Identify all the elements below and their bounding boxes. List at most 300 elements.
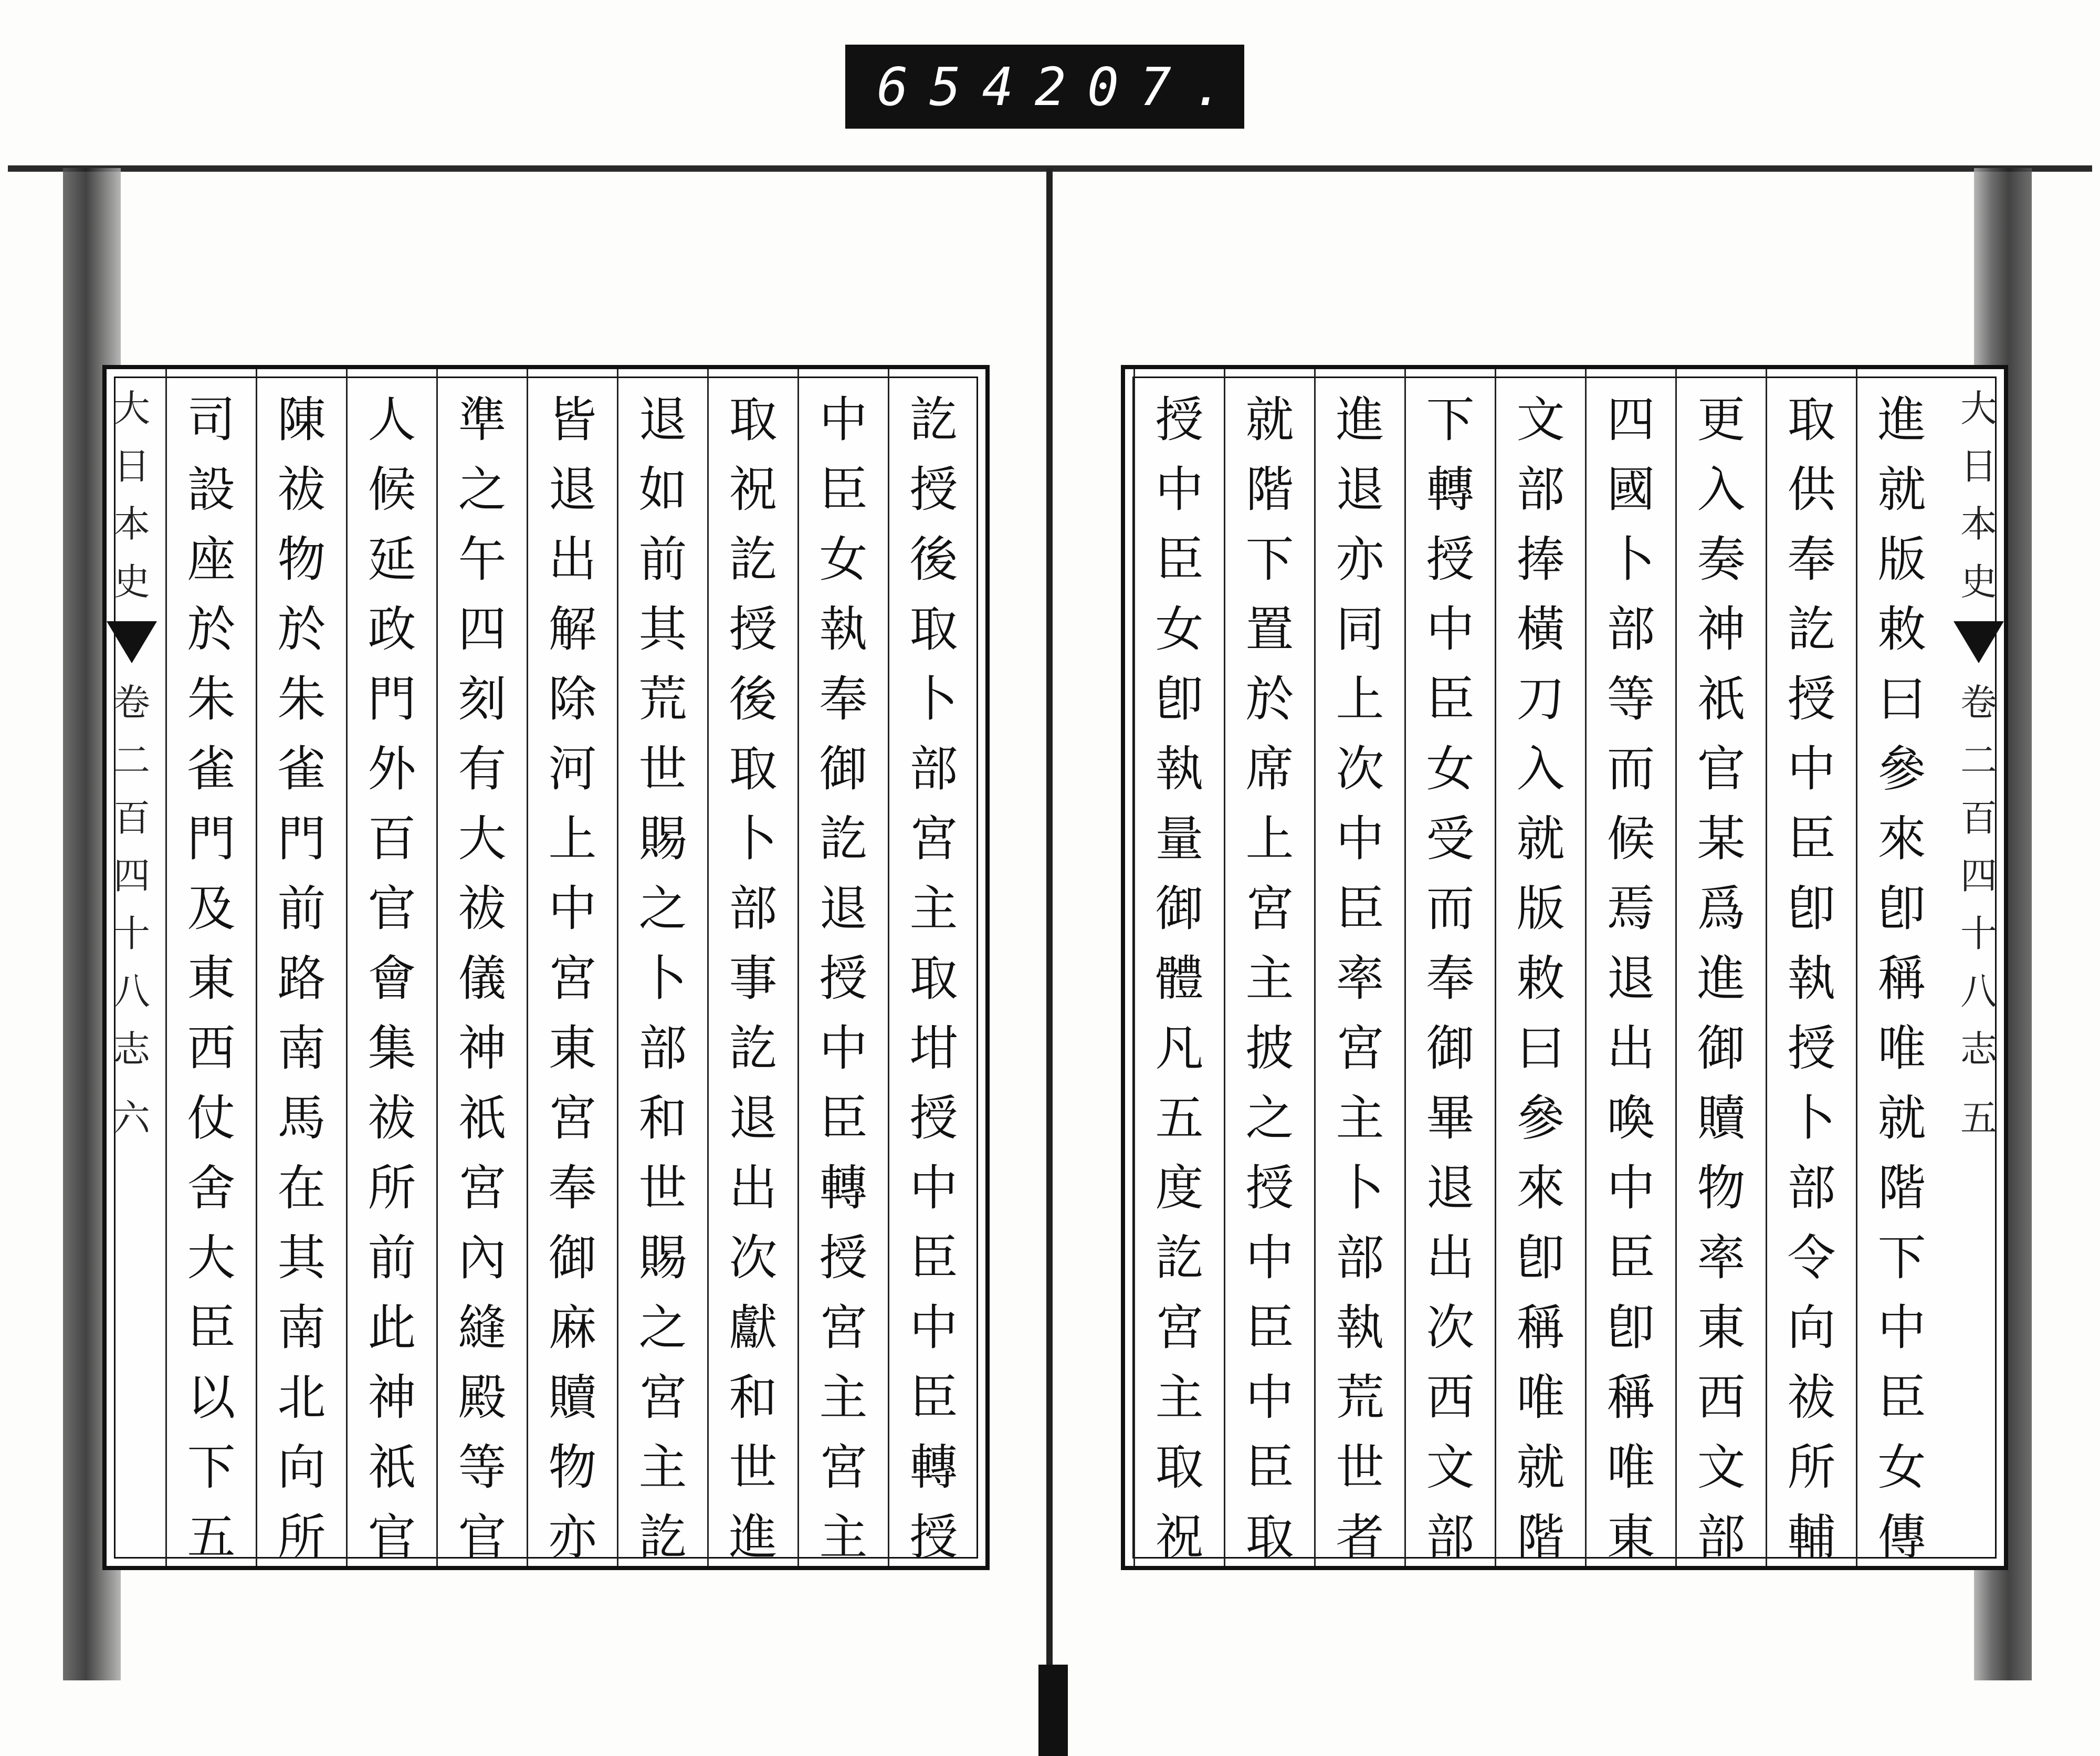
character: 宮 (819, 1300, 868, 1356)
character: 縫 (458, 1300, 507, 1356)
character: 馬 (277, 1090, 326, 1146)
character: 稱 (1516, 1300, 1565, 1356)
character: 祝 (729, 462, 778, 518)
character: 授 (729, 601, 778, 657)
character: 臣 (187, 1300, 236, 1356)
character: 東 (1606, 1509, 1655, 1565)
character: 前 (277, 881, 326, 937)
character: 神 (1697, 601, 1746, 657)
character: 卽 (1155, 671, 1204, 727)
margin-character: 卷 (113, 681, 150, 724)
margin-character: 本 (113, 503, 150, 546)
character: 受 (1426, 811, 1475, 867)
character: 曰 (1516, 1020, 1565, 1076)
character: 更 (1697, 392, 1746, 448)
character: 取 (1787, 392, 1836, 448)
left-page-text-column (707, 369, 797, 1566)
left-page-text-column (256, 369, 346, 1566)
character: 於 (277, 601, 326, 657)
character: 向 (1787, 1300, 1836, 1356)
character: 午 (458, 531, 507, 588)
character: 西 (1426, 1370, 1475, 1426)
character: 文 (1516, 392, 1565, 448)
character: 出 (1606, 1020, 1655, 1076)
character: 者 (1336, 1509, 1384, 1565)
character: 置 (1245, 601, 1294, 657)
character: 轉 (1426, 462, 1475, 518)
margin-character: 本 (1960, 503, 1997, 546)
character: 於 (1245, 671, 1294, 727)
character: 輔 (1787, 1509, 1836, 1565)
character: 殿 (458, 1370, 507, 1426)
character: 座 (187, 531, 236, 588)
character: 臣 (1336, 881, 1384, 937)
character: 焉 (1606, 881, 1655, 937)
character: 執 (819, 601, 868, 657)
character: 授 (909, 1509, 958, 1565)
character: 宮 (458, 1160, 507, 1216)
character: 執 (1787, 950, 1836, 1007)
character: 出 (729, 1160, 778, 1216)
character: 臣 (1787, 811, 1836, 867)
character: 卜 (1606, 531, 1655, 588)
character: 階 (1245, 462, 1294, 518)
character: 物 (277, 531, 326, 588)
character: 取 (909, 601, 958, 657)
character: 之 (1245, 1090, 1294, 1146)
character: 某 (1697, 811, 1746, 867)
character: 度 (1155, 1160, 1204, 1216)
character: 南 (277, 1020, 326, 1076)
character: 轉 (909, 1439, 958, 1496)
character: 門 (187, 811, 236, 867)
left-folio-number: 六 (113, 1096, 150, 1140)
character: 有 (458, 741, 507, 797)
character: 國 (1606, 462, 1655, 518)
archive-number-label (845, 45, 1244, 129)
character: 執 (1336, 1300, 1384, 1356)
character: 獻 (729, 1300, 778, 1356)
character: 退 (729, 1090, 778, 1146)
character: 奉 (548, 1160, 597, 1216)
character: 進 (1336, 392, 1384, 448)
character: 傳 (1877, 1509, 1926, 1565)
character: 宮 (1155, 1300, 1204, 1356)
character: 宮 (1336, 1020, 1384, 1076)
character: 卜 (1787, 1090, 1836, 1146)
character: 取 (729, 392, 778, 448)
character: 五 (187, 1509, 236, 1565)
book-spine (1046, 168, 1053, 1670)
character: 臣 (1155, 531, 1204, 588)
character: 奉 (1787, 531, 1836, 588)
character: 祇 (458, 1090, 507, 1146)
character: 退 (548, 462, 597, 518)
margin-character: 史 (113, 560, 150, 603)
character: 所 (368, 1160, 416, 1216)
character: 臣 (1245, 1300, 1294, 1356)
character: 授 (1155, 392, 1204, 448)
character: 部 (729, 881, 778, 937)
character: 退 (1606, 950, 1655, 1007)
character: 奉 (1426, 950, 1475, 1007)
character: 卜 (1336, 1160, 1384, 1216)
character: 取 (729, 741, 778, 797)
character: 前 (368, 1230, 416, 1286)
character: 其 (277, 1230, 326, 1286)
margin-character: 志 (113, 1028, 150, 1071)
character: 後 (909, 531, 958, 588)
character: 中 (1606, 1160, 1655, 1216)
right-page-text-column (1404, 369, 1495, 1566)
character: 退 (1336, 462, 1384, 518)
character: 百 (368, 811, 416, 867)
character: 在 (277, 1160, 326, 1216)
character: 量 (1155, 811, 1204, 867)
character: 供 (1787, 462, 1836, 518)
character: 中 (1426, 601, 1475, 657)
character: 中 (1336, 811, 1384, 867)
character: 部 (1516, 462, 1565, 518)
character: 和 (729, 1370, 778, 1426)
character: 授 (909, 462, 958, 518)
margin-character: 史 (1960, 560, 1997, 603)
character: 門 (277, 811, 326, 867)
character: 次 (1336, 741, 1384, 797)
right-margin-section (1960, 1020, 1997, 1078)
character: 朱 (187, 671, 236, 727)
character: 刻 (458, 671, 507, 727)
character: 以 (187, 1370, 236, 1426)
character: 執 (1155, 741, 1204, 797)
character: 訖 (1155, 1230, 1204, 1286)
character: 官 (368, 881, 416, 937)
character: 之 (638, 1300, 687, 1356)
character: 麻 (548, 1300, 597, 1356)
character: 西 (187, 1020, 236, 1076)
character: 解 (548, 601, 597, 657)
character: 下 (187, 1439, 236, 1496)
character: 取 (1155, 1439, 1204, 1496)
character: 宮 (909, 811, 958, 867)
character: 唯 (1877, 1020, 1926, 1076)
character: 神 (368, 1370, 416, 1426)
character: 司 (187, 392, 236, 448)
character: 前 (638, 531, 687, 588)
character: 授 (909, 1090, 958, 1146)
character: 東 (187, 950, 236, 1007)
character: 卽 (1606, 1300, 1655, 1356)
character: 會 (368, 950, 416, 1007)
character: 四 (1606, 392, 1655, 448)
margin-character: 百 (113, 797, 150, 840)
character: 退 (819, 881, 868, 937)
character: 宮 (638, 1370, 687, 1426)
character: 部 (1606, 601, 1655, 657)
character: 女 (819, 531, 868, 588)
character: 此 (368, 1300, 416, 1356)
character: 率 (1697, 1230, 1746, 1286)
character: 取 (1245, 1509, 1294, 1565)
character: 主 (638, 1439, 687, 1496)
character: 陳 (277, 392, 326, 448)
character: 訖 (729, 531, 778, 588)
character: 亦 (1336, 531, 1384, 588)
character: 向 (277, 1439, 326, 1496)
character: 上 (1245, 811, 1294, 867)
character: 版 (1877, 531, 1926, 588)
character: 世 (638, 1160, 687, 1216)
character: 訖 (638, 1509, 687, 1565)
character: 宮 (548, 1090, 597, 1146)
character: 入 (1697, 462, 1746, 518)
character: 朱 (277, 671, 326, 727)
character: 河 (548, 741, 597, 797)
character: 曰 (1877, 671, 1926, 727)
character: 進 (1697, 950, 1746, 1007)
character: 就 (1877, 462, 1926, 518)
character: 大 (187, 1230, 236, 1286)
character: 部 (638, 1020, 687, 1076)
character: 和 (638, 1090, 687, 1146)
margin-character: 二 (1960, 739, 1997, 782)
character: 儀 (458, 950, 507, 1007)
character: 訖 (729, 1020, 778, 1076)
margin-character: 日 (1960, 445, 1997, 488)
character: 唯 (1516, 1370, 1565, 1426)
character: 除 (548, 671, 597, 727)
character: 下 (1426, 392, 1475, 448)
character: 版 (1516, 881, 1565, 937)
character: 宮 (548, 950, 597, 1007)
character: 階 (1516, 1509, 1565, 1565)
character: 令 (1787, 1230, 1836, 1286)
character: 物 (1697, 1160, 1746, 1216)
character: 中 (1155, 462, 1204, 518)
character: 主 (819, 1509, 868, 1565)
character: 四 (458, 601, 507, 657)
character: 事 (729, 950, 778, 1007)
character: 卜 (909, 671, 958, 727)
character: 後 (729, 671, 778, 727)
right-page-text-column (1314, 369, 1404, 1566)
character: 荒 (1336, 1370, 1384, 1426)
character: 卽 (1787, 881, 1836, 937)
character: 次 (729, 1230, 778, 1286)
margin-character: 大 (113, 387, 150, 430)
character: 祓 (368, 1090, 416, 1146)
character: 臣 (1877, 1370, 1926, 1426)
character: 中 (909, 1300, 958, 1356)
character: 而 (1426, 881, 1475, 937)
character: 席 (1245, 741, 1294, 797)
character: 主 (1245, 950, 1294, 1007)
character: 退 (1426, 1160, 1475, 1216)
character: 主 (1336, 1090, 1384, 1146)
character: 進 (1877, 392, 1926, 448)
character: 御 (548, 1230, 597, 1286)
character: 披 (1245, 1020, 1294, 1076)
left-page-text-column (617, 369, 707, 1566)
character: 路 (277, 950, 326, 1007)
character: 中 (1877, 1300, 1926, 1356)
character: 授 (1787, 671, 1836, 727)
right-page-text-column (1133, 369, 1224, 1566)
character: 卜 (729, 811, 778, 867)
left-page-text-column (436, 369, 527, 1566)
character: 部 (1426, 1509, 1475, 1565)
character: 退 (638, 392, 687, 448)
character: 贖 (548, 1370, 597, 1426)
margin-character: 百 (1960, 797, 1997, 840)
character: 出 (1426, 1230, 1475, 1286)
left-page-text-column (888, 369, 978, 1566)
character: 官 (1697, 741, 1746, 797)
right-page-text-column (1224, 369, 1314, 1566)
character: 女 (1155, 601, 1204, 657)
left-margin-title (113, 380, 150, 611)
margin-character: 四 (1960, 854, 1997, 897)
character: 等 (1606, 671, 1655, 727)
character: 上 (548, 811, 597, 867)
character: 所 (277, 1509, 326, 1565)
character: 世 (638, 741, 687, 797)
character: 御 (819, 741, 868, 797)
character: 舍 (187, 1160, 236, 1216)
character: 宮 (819, 1439, 868, 1496)
archive-number-left: 654 (877, 56, 1035, 118)
character: 同 (1336, 601, 1384, 657)
right-page-text-columns (1133, 369, 1946, 1566)
character: 出 (548, 531, 597, 588)
character: 大 (458, 811, 507, 867)
right-page-frame (1121, 365, 2008, 1570)
character: 授 (1787, 1020, 1836, 1076)
character: 就 (1516, 811, 1565, 867)
margin-character: 志 (1960, 1028, 1997, 1071)
left-page-text-column (797, 369, 888, 1566)
character: 女 (1426, 741, 1475, 797)
character: 人 (368, 392, 416, 448)
character: 官 (458, 1509, 507, 1565)
character: 設 (187, 462, 236, 518)
left-fish-tail-mark (107, 621, 157, 663)
margin-character: 八 (1960, 970, 1997, 1013)
character: 世 (1336, 1439, 1384, 1496)
margin-character: 十 (113, 912, 150, 955)
margin-character: 十 (1960, 912, 1997, 955)
left-margin-volume (113, 674, 150, 1020)
character: 祓 (1787, 1370, 1836, 1426)
character: 南 (277, 1300, 326, 1356)
character: 臣 (909, 1370, 958, 1426)
character: 所 (1787, 1439, 1836, 1496)
character: 御 (1697, 1020, 1746, 1076)
character: 候 (1606, 811, 1655, 867)
character: 中 (1787, 741, 1836, 797)
character: 亦 (548, 1509, 597, 1565)
character: 凡 (1155, 1020, 1204, 1076)
character: 中 (1245, 1370, 1294, 1426)
character: 賜 (638, 811, 687, 867)
character: 北 (277, 1370, 326, 1426)
character: 贖 (1697, 1090, 1746, 1146)
character: 坩 (909, 1020, 958, 1076)
character: 來 (1877, 811, 1926, 867)
character: 宮 (1245, 881, 1294, 937)
character: 奏 (1697, 531, 1746, 588)
margin-character: 大 (1960, 387, 1997, 430)
character: 率 (1336, 950, 1384, 1007)
character: 訖 (1787, 601, 1836, 657)
left-page-text-column (527, 369, 617, 1566)
character: 主 (1155, 1370, 1204, 1426)
character: 雀 (187, 741, 236, 797)
character: 敕 (1516, 950, 1565, 1007)
character: 訖 (909, 392, 958, 448)
character: 延 (368, 531, 416, 588)
character: 授 (1245, 1160, 1294, 1216)
character: 五 (1155, 1090, 1204, 1146)
character: 中 (909, 1160, 958, 1216)
character: 主 (819, 1370, 868, 1426)
character: 部 (1336, 1230, 1384, 1286)
character: 東 (1697, 1300, 1746, 1356)
character: 授 (819, 950, 868, 1007)
character: 部 (1787, 1160, 1836, 1216)
character: 候 (368, 462, 416, 518)
character: 爲 (1697, 881, 1746, 937)
character: 取 (909, 950, 958, 1007)
character: 臣 (909, 1230, 958, 1286)
character: 神 (458, 1020, 507, 1076)
right-page-text-column (1675, 369, 1766, 1566)
left-margin-section (113, 1020, 150, 1078)
character: 入 (1516, 741, 1565, 797)
character: 體 (1155, 950, 1204, 1007)
margin-character: 二 (113, 739, 150, 782)
character: 授 (1426, 531, 1475, 588)
character: 等 (458, 1439, 507, 1496)
character: 及 (187, 881, 236, 937)
character: 橫 (1516, 601, 1565, 657)
character: 御 (1426, 1020, 1475, 1076)
character: 次 (1426, 1300, 1475, 1356)
character: 女 (1877, 1439, 1926, 1496)
character: 荒 (638, 671, 687, 727)
character: 訖 (819, 811, 868, 867)
right-margin-volume (1960, 674, 1997, 1020)
character: 刀 (1516, 671, 1565, 727)
character: 中 (1245, 1230, 1294, 1286)
right-page-text-column (1766, 369, 1856, 1566)
character: 祓 (277, 462, 326, 518)
character: 卽 (1877, 881, 1926, 937)
left-page-text-column (346, 369, 436, 1566)
character: 部 (909, 741, 958, 797)
character: 畢 (1426, 1090, 1475, 1146)
character: 下 (1245, 531, 1294, 588)
character: 階 (1877, 1160, 1926, 1216)
character: 部 (1697, 1509, 1746, 1565)
character: 就 (1516, 1439, 1565, 1496)
margin-character: 卷 (1960, 681, 1997, 724)
character: 卜 (638, 950, 687, 1007)
character: 上 (1336, 671, 1384, 727)
right-fish-tail-mark (1954, 621, 2004, 663)
character: 祇 (368, 1439, 416, 1496)
character: 準 (458, 392, 507, 448)
